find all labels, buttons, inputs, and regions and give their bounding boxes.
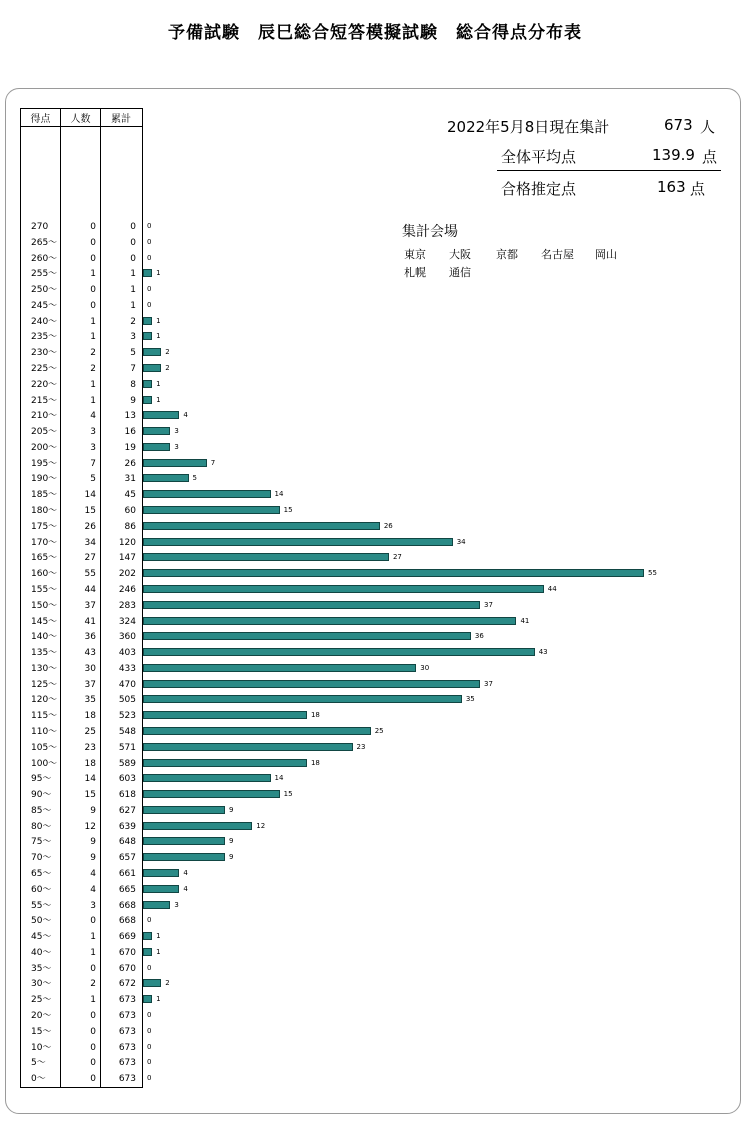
score-cell: 240〜	[31, 316, 58, 327]
count-cell: 4	[90, 868, 96, 879]
score-cell: 185〜	[31, 490, 58, 501]
bar-value-label: 15	[283, 790, 293, 799]
count-cell: 0	[90, 1058, 96, 1069]
bar	[143, 695, 462, 703]
bar-value-label: 9	[228, 837, 234, 846]
bar-value-label: 0	[147, 1074, 152, 1083]
bar-value-label: 41	[520, 616, 530, 625]
count-cell: 1	[90, 995, 96, 1006]
score-cell: 140〜	[31, 632, 58, 643]
bar-value-label: 18	[310, 711, 320, 720]
bar	[143, 411, 179, 419]
bar-value-label: 0	[147, 300, 152, 309]
score-cell: 10〜	[31, 1042, 52, 1053]
count-cell: 4	[90, 884, 96, 895]
score-cell: 35〜	[31, 963, 52, 974]
bar-value-label: 3	[174, 900, 179, 909]
bar	[143, 743, 353, 751]
count-cell: 7	[90, 458, 96, 469]
bar-value-label: 0	[147, 237, 152, 246]
bar-value-label: 34	[456, 537, 466, 546]
bar-value-label: 30	[420, 663, 430, 672]
pass-unit: 点	[690, 180, 706, 198]
bar-value-label: 4	[183, 884, 188, 893]
table-header-divider	[21, 126, 142, 127]
cumulative-cell: 31	[124, 474, 136, 485]
cumulative-cell: 5	[130, 348, 136, 359]
bar	[143, 348, 161, 356]
count-cell: 27	[84, 553, 96, 564]
score-cell: 180〜	[31, 506, 58, 517]
score-cell: 175〜	[31, 521, 58, 532]
bar	[143, 585, 544, 593]
count-cell: 0	[90, 1026, 96, 1037]
bar	[143, 553, 389, 561]
cumulative-cell: 26	[124, 458, 136, 469]
bar-value-label: 35	[465, 695, 475, 704]
bar-value-label: 1	[156, 947, 161, 956]
score-cell: 215〜	[31, 395, 58, 406]
count-cell: 1	[90, 379, 96, 390]
score-cell: 45〜	[31, 932, 52, 943]
score-cell: 25〜	[31, 995, 52, 1006]
bar-value-label: 0	[147, 963, 152, 972]
count-cell: 1	[90, 947, 96, 958]
count-cell: 1	[90, 332, 96, 343]
cumulative-cell: 433	[118, 663, 136, 674]
bar-value-label: 1	[156, 995, 161, 1004]
count-cell: 9	[90, 853, 96, 864]
bar	[143, 759, 307, 767]
bar-value-label: 36	[474, 632, 484, 641]
score-cell: 105〜	[31, 742, 58, 753]
cumulative-cell: 1	[130, 285, 136, 296]
bar-value-label: 44	[547, 584, 557, 593]
venue-sapporo: 札幌	[404, 266, 426, 279]
score-cell: 40〜	[31, 947, 52, 958]
bar-value-label: 4	[183, 868, 188, 877]
cumulative-cell: 672	[118, 979, 136, 990]
cumulative-cell: 324	[118, 616, 136, 627]
bar	[143, 332, 152, 340]
count-cell: 18	[84, 758, 96, 769]
score-cell: 245〜	[31, 300, 58, 311]
venue-osaka: 大阪	[449, 248, 471, 261]
count-cell: 0	[90, 1011, 96, 1021]
cumulative-cell: 0	[130, 237, 136, 248]
cumulative-cell: 470	[118, 679, 136, 690]
bar-value-label: 9	[228, 805, 234, 814]
bar-value-label: 3	[174, 442, 179, 451]
score-cell: 90〜	[31, 790, 52, 801]
bar	[143, 569, 644, 577]
bar	[143, 648, 535, 656]
average-label: 全体平均点	[501, 148, 577, 166]
score-cell: 55〜	[31, 900, 52, 911]
bar-value-label: 0	[147, 1058, 152, 1067]
score-cell: 160〜	[31, 569, 58, 580]
score-cell: 250〜	[31, 285, 58, 296]
count-cell: 14	[84, 774, 96, 785]
bar-value-label: 5	[192, 474, 197, 483]
bar	[143, 869, 179, 877]
score-cell: 75〜	[31, 837, 52, 848]
score-cell: 235〜	[31, 332, 58, 343]
bar	[143, 617, 516, 625]
score-cell: 145〜	[31, 616, 58, 627]
bar	[143, 601, 480, 609]
count-cell: 2	[90, 364, 96, 375]
score-cell: 50〜	[31, 916, 52, 927]
count-cell: 15	[84, 790, 96, 801]
cumulative-cell: 548	[118, 726, 136, 737]
count-cell: 55	[84, 569, 96, 580]
count-cell: 2	[90, 348, 96, 359]
venue-tokyo: 東京	[404, 248, 426, 261]
score-cell: 65〜	[31, 868, 52, 879]
cumulative-cell: 0	[130, 222, 136, 232]
bar-value-label: 7	[210, 458, 216, 467]
bar-value-label: 0	[147, 1026, 152, 1035]
count-cell: 0	[90, 1074, 96, 1085]
cumulative-cell: 665	[118, 884, 136, 895]
bar	[143, 317, 152, 325]
cumulative-cell: 523	[118, 711, 136, 722]
score-cell: 150〜	[31, 600, 58, 611]
cumulative-cell: 669	[118, 932, 136, 943]
count-cell: 15	[84, 506, 96, 517]
summary-divider	[497, 170, 721, 171]
score-cell: 155〜	[31, 584, 58, 595]
bar	[143, 790, 280, 798]
bar	[143, 396, 152, 404]
bar	[143, 822, 252, 830]
venue-online: 通信	[449, 266, 471, 279]
score-cell: 170〜	[31, 537, 58, 548]
bar-value-label: 1	[156, 379, 161, 388]
cumulative-cell: 8	[130, 379, 136, 390]
score-cell: 210〜	[31, 411, 58, 422]
score-cell: 130〜	[31, 663, 58, 674]
score-cell: 205〜	[31, 427, 58, 438]
bar-value-label: 2	[165, 348, 170, 357]
bar-value-label: 37	[484, 600, 493, 609]
score-cell: 165〜	[31, 553, 58, 564]
bar	[143, 995, 152, 1003]
score-cell: 60〜	[31, 884, 52, 895]
bar-value-label: 1	[156, 932, 161, 941]
count-cell: 25	[84, 726, 96, 737]
cumulative-cell: 2	[130, 316, 136, 327]
score-cell: 120〜	[31, 695, 58, 706]
pass-score: 163	[657, 178, 686, 196]
bar	[143, 380, 152, 388]
score-cell: 20〜	[31, 1011, 52, 1021]
cumulative-cell: 673	[118, 1026, 136, 1037]
cumulative-cell: 673	[118, 1058, 136, 1069]
score-cell: 265〜	[31, 237, 58, 248]
score-cell: 30〜	[31, 979, 52, 990]
cumulative-cell: 1	[130, 269, 136, 280]
cumulative-cell: 673	[118, 1011, 136, 1021]
cumulative-cell: 1	[130, 300, 136, 311]
cumulative-cell: 673	[118, 1042, 136, 1053]
count-cell: 9	[90, 805, 96, 816]
cumulative-cell: 3	[130, 332, 136, 343]
cumulative-cell: 9	[130, 395, 136, 406]
bar-value-label: 9	[228, 853, 234, 862]
score-cell: 125〜	[31, 679, 58, 690]
count-cell: 34	[84, 537, 96, 548]
score-cell: 190〜	[31, 474, 58, 485]
bar-value-label: 25	[374, 726, 384, 735]
header-cumulative: 累計	[111, 114, 131, 125]
bar	[143, 506, 280, 514]
bar-value-label: 15	[283, 506, 293, 515]
cumulative-cell: 403	[118, 648, 136, 659]
bar	[143, 932, 152, 940]
bar-value-label: 1	[156, 395, 161, 404]
bar	[143, 632, 471, 640]
total-unit: 人	[700, 118, 716, 136]
bar-value-label: 37	[484, 679, 493, 688]
count-cell: 1	[90, 269, 96, 280]
page-title: 予備試験 辰巳総合短答模擬試験 総合得点分布表	[168, 23, 582, 43]
bar	[143, 853, 225, 861]
cumulative-cell: 16	[124, 427, 136, 438]
score-cell: 260〜	[31, 253, 58, 264]
venues-heading: 集計会場	[402, 224, 458, 240]
bar-value-label: 1	[156, 316, 161, 325]
count-cell: 0	[90, 963, 96, 974]
score-cell: 85〜	[31, 805, 52, 816]
bar-value-label: 14	[274, 490, 284, 499]
cumulative-cell: 657	[118, 853, 136, 864]
count-cell: 1	[90, 932, 96, 943]
bar-value-label: 0	[147, 1011, 152, 1019]
count-cell: 43	[84, 648, 96, 659]
score-cell: 0〜	[31, 1074, 46, 1085]
bar-value-label: 23	[356, 742, 366, 751]
header-count: 人数	[70, 114, 91, 125]
count-cell: 4	[90, 411, 96, 422]
cumulative-cell: 571	[118, 742, 136, 753]
bar	[143, 837, 225, 845]
count-cell: 0	[90, 253, 96, 264]
bar-value-label: 1	[156, 269, 161, 278]
bar-value-label: 0	[147, 916, 152, 925]
count-cell: 1	[90, 316, 96, 327]
score-cell: 135〜	[31, 648, 58, 659]
count-cell: 0	[90, 916, 96, 927]
bar-value-label: 0	[147, 1042, 152, 1051]
count-cell: 0	[90, 237, 96, 248]
count-cell: 18	[84, 711, 96, 722]
cumulative-cell: 360	[118, 632, 136, 643]
score-cell: 95〜	[31, 774, 52, 785]
count-cell: 37	[84, 679, 96, 690]
bar	[143, 538, 453, 546]
bar	[143, 427, 170, 435]
bar-value-label: 0	[147, 253, 152, 262]
bar-value-label: 2	[165, 979, 170, 988]
count-cell: 30	[84, 663, 96, 674]
count-cell: 3	[90, 427, 96, 438]
score-cell: 270	[31, 222, 49, 232]
bar-value-label: 55	[648, 569, 657, 578]
score-cell: 100〜	[31, 758, 58, 769]
count-cell: 26	[84, 521, 96, 532]
count-cell: 23	[84, 742, 96, 753]
score-cell: 115〜	[31, 711, 58, 722]
cumulative-cell: 627	[118, 805, 136, 816]
count-cell: 35	[84, 695, 96, 706]
bar	[143, 269, 152, 277]
bar-value-label: 12	[256, 821, 266, 830]
cumulative-cell: 0	[130, 253, 136, 264]
count-cell: 0	[90, 222, 96, 232]
cumulative-cell: 505	[118, 695, 136, 706]
cumulative-cell: 661	[118, 868, 136, 879]
header-score: 得点	[30, 114, 51, 125]
score-cell: 230〜	[31, 348, 58, 359]
cumulative-cell: 648	[118, 837, 136, 848]
bar	[143, 727, 371, 735]
count-cell: 3	[90, 900, 96, 911]
cumulative-cell: 13	[124, 411, 136, 422]
bar	[143, 806, 225, 814]
cumulative-cell: 589	[118, 758, 136, 769]
cumulative-cell: 147	[118, 553, 136, 564]
count-cell: 3	[90, 442, 96, 453]
cumulative-cell: 283	[118, 600, 136, 611]
venue-kyoto: 京都	[496, 248, 518, 261]
cumulative-cell: 670	[118, 947, 136, 958]
score-cell: 195〜	[31, 458, 58, 469]
venue-okayama: 岡山	[595, 248, 617, 261]
score-cell: 225〜	[31, 364, 58, 375]
cumulative-cell: 120	[118, 537, 136, 548]
count-cell: 44	[84, 584, 96, 595]
bar	[143, 948, 152, 956]
count-cell: 1	[90, 395, 96, 406]
count-cell: 14	[84, 490, 96, 501]
count-cell: 41	[84, 616, 96, 627]
bar-value-label: 0	[147, 285, 152, 294]
bar-value-label: 2	[165, 364, 170, 373]
bar	[143, 901, 170, 909]
bar-value-label: 14	[274, 774, 284, 783]
count-cell: 2	[90, 979, 96, 990]
bar	[143, 664, 416, 672]
average-score: 139.9	[652, 146, 695, 164]
cumulative-cell: 45	[124, 490, 136, 501]
cumulative-cell: 639	[118, 821, 136, 832]
cumulative-cell: 668	[118, 916, 136, 927]
cumulative-cell: 7	[130, 364, 136, 375]
bar-value-label: 26	[383, 521, 393, 530]
bar-value-label: 27	[392, 553, 402, 562]
bar	[143, 490, 271, 498]
bar-value-label: 0	[147, 222, 152, 230]
cumulative-cell: 603	[118, 774, 136, 785]
bar	[143, 474, 189, 482]
cumulative-cell: 673	[118, 995, 136, 1006]
score-cell: 200〜	[31, 442, 58, 453]
cumulative-cell: 19	[124, 442, 136, 453]
bar	[143, 364, 161, 372]
bar	[143, 979, 161, 987]
bar	[143, 774, 271, 782]
count-cell: 37	[84, 600, 96, 611]
pass-label: 合格推定点	[501, 180, 577, 198]
bar	[143, 711, 307, 719]
cumulative-cell: 668	[118, 900, 136, 911]
bar-value-label: 3	[174, 427, 179, 436]
count-cell: 36	[84, 632, 96, 643]
count-cell: 0	[90, 285, 96, 296]
bar-value-label: 1	[156, 332, 161, 341]
bar	[143, 885, 179, 893]
score-cell: 110〜	[31, 726, 58, 737]
score-cell: 80〜	[31, 821, 52, 832]
cumulative-cell: 202	[118, 569, 136, 580]
count-cell: 0	[90, 1042, 96, 1053]
count-cell: 9	[90, 837, 96, 848]
bar	[143, 459, 207, 467]
score-cell: 255〜	[31, 269, 58, 280]
score-cell: 15〜	[31, 1026, 52, 1037]
average-unit: 点	[702, 148, 718, 166]
cumulative-cell: 60	[124, 506, 136, 517]
bar	[143, 522, 380, 530]
cumulative-cell: 86	[124, 521, 136, 532]
venue-nagoya: 名古屋	[541, 248, 574, 261]
count-cell: 5	[90, 474, 96, 485]
score-cell: 220〜	[31, 379, 58, 390]
bar	[143, 443, 170, 451]
cumulative-cell: 246	[118, 584, 136, 595]
date-label: 2022年5月8日現在集計	[447, 118, 610, 136]
count-cell: 12	[84, 821, 96, 832]
bar	[143, 680, 480, 688]
score-cell: 5〜	[31, 1058, 46, 1069]
cumulative-cell: 670	[118, 963, 136, 974]
score-cell: 70〜	[31, 853, 52, 864]
total-count: 673	[664, 116, 693, 134]
count-cell: 0	[90, 300, 96, 311]
bar-value-label: 4	[183, 411, 188, 420]
cumulative-cell: 618	[118, 790, 136, 801]
bar-value-label: 18	[310, 758, 320, 767]
bar-value-label: 43	[538, 648, 548, 657]
distribution-table	[20, 108, 143, 1088]
cumulative-cell: 673	[118, 1074, 136, 1085]
